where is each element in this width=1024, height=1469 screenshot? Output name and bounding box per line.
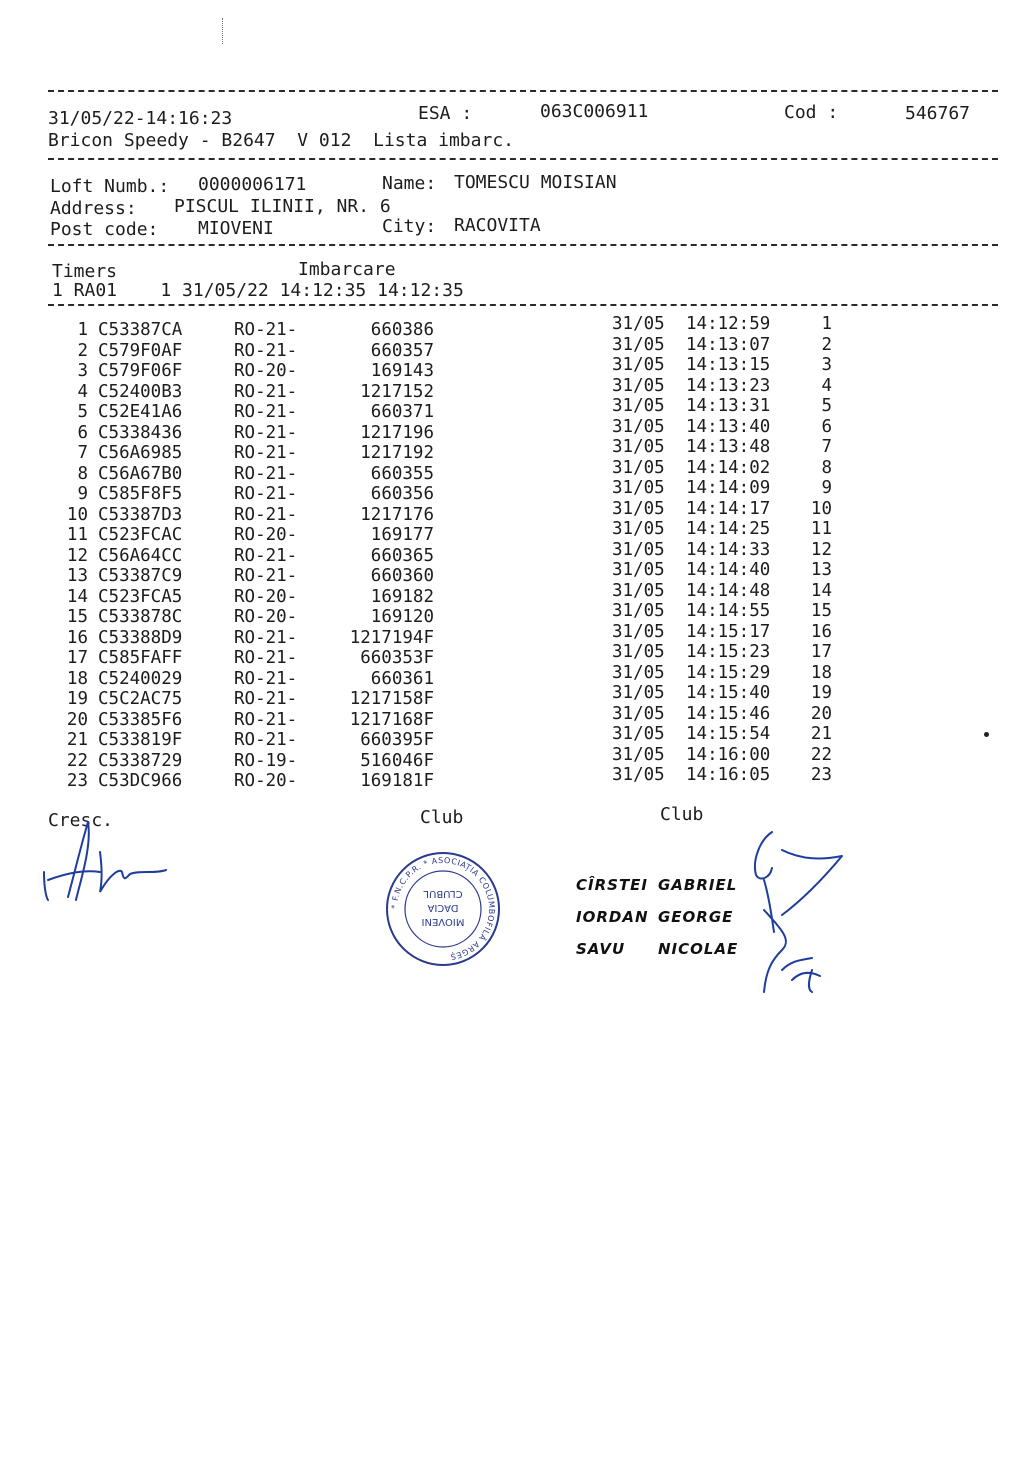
stamp-inner-3: MIOVENI (421, 916, 465, 927)
arrival-time: 14:14:55 (686, 601, 771, 621)
ring-series: RO-20- (234, 607, 298, 627)
arrival-time: 14:15:29 (686, 662, 771, 683)
commission-member (576, 908, 738, 940)
row-index: 6 (77, 422, 88, 443)
row-index: 16 (66, 627, 88, 648)
cresc-label: Cresc. (48, 810, 114, 831)
ring-series: RO-21- (234, 320, 298, 340)
arrival-date: 31/05 (612, 683, 665, 703)
ring-number: 660371 (370, 402, 434, 422)
arrival-date: 31/05 (612, 703, 665, 724)
arrival-position: 21 (810, 724, 832, 744)
ring-number: 1217194F (349, 627, 434, 648)
ring-number: 1217152 (360, 381, 434, 402)
arrival-date: 31/05 (612, 519, 665, 539)
arrival-position: 17 (810, 642, 832, 662)
ring-code: C533878C (98, 607, 183, 627)
arrival-position: 19 (810, 683, 832, 703)
imbarcare-label: Imbarcare (298, 259, 396, 280)
arrival-time: 14:15:54 (686, 724, 771, 744)
breeder-signature (40, 812, 180, 912)
ring-number: 1217168F (349, 709, 434, 730)
ring-code: C5338436 (98, 422, 183, 443)
member-last-name: GEORGE (658, 908, 734, 926)
member-first-name: IORDAN (576, 908, 649, 926)
arrival-date: 31/05 (612, 744, 665, 765)
club-stamp (384, 850, 502, 968)
row-index: 2 (77, 340, 88, 361)
ring-number: 660360 (370, 566, 434, 586)
commission-member (576, 876, 738, 908)
postcode-value: MIOVENI (198, 218, 274, 239)
arrival-position: 9 (821, 478, 832, 498)
member-first-name: SAVU (576, 940, 626, 958)
arrival-time: 14:13:23 (686, 375, 771, 396)
arrival-position: 2 (821, 334, 832, 355)
ring-number: 660356 (370, 484, 434, 504)
ring-code: C5338729 (98, 750, 183, 771)
arrival-position: 13 (810, 560, 832, 580)
member-last-name: GABRIEL (658, 876, 738, 894)
arrival-position: 20 (810, 703, 832, 724)
ring-code: C579F06F (98, 361, 183, 381)
ring-series: RO-19- (234, 750, 298, 771)
esa-label: ESA : (418, 103, 473, 124)
ring-code: C53387C9 (98, 566, 183, 586)
ring-series: RO-21- (234, 730, 298, 750)
row-index: 20 (66, 709, 88, 730)
name-label: Name: (382, 173, 437, 194)
ring-number: 169143 (370, 361, 434, 381)
name-value: TOMESCU MOISIAN (454, 172, 617, 193)
ring-number: 660395F (360, 730, 434, 750)
arrival-time: 14:14:25 (686, 519, 771, 539)
ring-series: RO-21- (234, 402, 298, 422)
stamp-inner-2: DACIA (427, 902, 459, 913)
ring-number: 516046F (360, 750, 434, 771)
row-index: 23 (66, 771, 88, 791)
arrival-position: 12 (810, 539, 832, 560)
ring-number: 660355 (370, 463, 434, 484)
arrival-time: 14:15:23 (686, 642, 771, 662)
ring-number: 660357 (370, 340, 434, 361)
ring-code: C52E41A6 (98, 402, 183, 422)
arrival-date: 31/05 (612, 478, 665, 498)
row-index: 1 (77, 320, 88, 340)
arrival-date: 31/05 (612, 662, 665, 683)
arrival-position: 18 (810, 662, 832, 683)
ring-series: RO-20- (234, 586, 298, 607)
arrival-position: 8 (821, 457, 832, 478)
row-index: 19 (66, 689, 88, 709)
arrival-time: 14:14:17 (686, 498, 771, 519)
ring-code: C53387CA (98, 320, 183, 340)
row-index: 8 (77, 463, 88, 484)
row-index: 7 (77, 443, 88, 463)
ring-code: C5240029 (98, 668, 183, 689)
ring-number: 660353F (360, 648, 434, 668)
scan-dot (984, 732, 989, 737)
arrival-date: 31/05 (612, 539, 665, 560)
separator-loft (48, 244, 998, 246)
ring-code: C585FAFF (98, 648, 183, 668)
separator-timers (48, 304, 998, 306)
arrival-date: 31/05 (612, 334, 665, 355)
cod-value: 546767 (905, 103, 971, 124)
ring-number: 169177 (370, 525, 434, 545)
arrival-time: 14:15:40 (686, 683, 771, 703)
address-value: PISCUL ILINII, NR. 6 (174, 196, 391, 217)
row-index: 13 (66, 566, 88, 586)
esa-value: 063C006911 (540, 101, 649, 122)
row-index: 14 (66, 586, 88, 607)
ring-series: RO-21- (234, 689, 298, 709)
arrival-date: 31/05 (612, 416, 665, 437)
row-index: 3 (77, 361, 88, 381)
arrival-date: 31/05 (612, 642, 665, 662)
header-datetime: 31/05/22-14:16:23 (48, 108, 233, 129)
separator-header (48, 158, 998, 160)
ring-code: C53387D3 (98, 504, 183, 525)
arrival-position: 16 (810, 621, 832, 642)
ring-series: RO-20- (234, 361, 298, 381)
club-label-left: Club (420, 807, 464, 828)
arrival-time: 14:13:31 (686, 396, 771, 416)
city-label: City: (382, 216, 437, 237)
arrival-position: 1 (821, 314, 832, 334)
ring-series: RO-21- (234, 381, 298, 402)
ring-number: 1217176 (360, 504, 434, 525)
ring-code: C523FCAC (98, 525, 183, 545)
arrival-date: 31/05 (612, 396, 665, 416)
arrival-position: 5 (821, 396, 832, 416)
arrival-time: 14:14:33 (686, 539, 771, 560)
commission-names (576, 876, 738, 972)
stamp-outer-text: * F.N.C.P.R. * ASOCIAȚIA COLUMBOFILĂ ARGEȘ (389, 855, 497, 962)
club-label-right: Club (660, 804, 704, 825)
ring-series: RO-21- (234, 340, 298, 361)
loft-label: Loft Numb.: (50, 176, 170, 197)
ring-code: C56A64CC (98, 545, 183, 566)
ring-code: C52400B3 (98, 381, 183, 402)
ring-code: C56A6985 (98, 443, 183, 463)
ring-number: 169120 (370, 607, 434, 627)
arrival-position: 6 (821, 416, 832, 437)
address-label: Address: (50, 198, 137, 219)
row-index: 11 (66, 525, 88, 545)
arrival-date: 31/05 (612, 457, 665, 478)
arrival-date: 31/05 (612, 355, 665, 375)
postcode-label: Post code: (50, 219, 159, 240)
ring-number: 1217196 (360, 422, 434, 443)
row-index: 15 (66, 607, 88, 627)
arrival-position: 7 (821, 437, 832, 457)
arrival-date: 31/05 (612, 375, 665, 396)
arrival-date: 31/05 (612, 621, 665, 642)
arrival-date: 31/05 (612, 724, 665, 744)
ring-code: C53388D9 (98, 627, 183, 648)
commission-signature (742, 820, 852, 1000)
row-index: 12 (66, 545, 88, 566)
ring-series: RO-21- (234, 443, 298, 463)
ring-series: RO-21- (234, 463, 298, 484)
arrival-time: 14:14:48 (686, 580, 771, 601)
ring-number: 660365 (370, 545, 434, 566)
row-index: 4 (77, 381, 88, 402)
arrival-date: 31/05 (612, 765, 665, 785)
arrival-position: 22 (810, 744, 832, 765)
row-index: 10 (66, 504, 88, 525)
ring-number: 660361 (370, 668, 434, 689)
ring-series: RO-21- (234, 545, 298, 566)
ring-code: C523FCA5 (98, 586, 183, 607)
ring-code: C585F8F5 (98, 484, 183, 504)
ring-series: RO-20- (234, 771, 298, 791)
arrival-position: 23 (810, 765, 832, 785)
row-index: 22 (66, 750, 88, 771)
ring-code: C5C2AC75 (98, 689, 183, 709)
row-index: 21 (66, 730, 88, 750)
arrival-time: 14:12:59 (686, 314, 771, 334)
member-last-name: NICOLAE (658, 940, 739, 958)
stamp-inner-1: CLUBUL (423, 888, 463, 899)
ring-code: C579F0AF (98, 340, 183, 361)
arrival-position: 3 (821, 355, 832, 375)
row-index: 17 (66, 648, 88, 668)
member-first-name: CÎRSTEI (576, 876, 649, 894)
arrival-date: 31/05 (612, 601, 665, 621)
arrival-position: 15 (810, 601, 832, 621)
ring-code: C53DC966 (98, 771, 183, 791)
row-index: 5 (77, 402, 88, 422)
ring-number: 1217192 (360, 443, 434, 463)
timer-line: 1 RA01 1 31/05/22 14:12:35 14:12:35 (52, 280, 464, 301)
arrival-date: 31/05 (612, 560, 665, 580)
ring-number: 1217158F (349, 689, 434, 709)
arrival-time: 14:13:15 (686, 355, 771, 375)
cod-label: Cod : (784, 102, 839, 123)
scan-mark (222, 18, 225, 44)
arrival-time: 14:14:09 (686, 478, 771, 498)
arrival-position: 14 (810, 580, 832, 601)
arrival-time: 14:13:48 (686, 437, 771, 457)
separator-top (48, 90, 998, 92)
arrival-time: 14:14:40 (686, 560, 771, 580)
arrival-position: 10 (810, 498, 832, 519)
arrival-time: 14:13:40 (686, 416, 771, 437)
arrival-position: 4 (821, 375, 832, 396)
ring-series: RO-21- (234, 484, 298, 504)
arrival-date: 31/05 (612, 437, 665, 457)
ring-number: 169182 (370, 586, 434, 607)
ring-series: RO-21- (234, 566, 298, 586)
city-value: RACOVITA (454, 215, 541, 236)
arrival-time: 14:15:46 (686, 703, 771, 724)
arrival-date: 31/05 (612, 498, 665, 519)
ring-series: RO-21- (234, 709, 298, 730)
ring-series: RO-21- (234, 422, 298, 443)
arrival-time: 14:16:05 (686, 765, 771, 785)
timers-label: Timers (52, 261, 118, 282)
arrival-time: 14:16:00 (686, 744, 771, 765)
ring-code: C56A67B0 (98, 463, 183, 484)
row-index: 9 (77, 484, 88, 504)
loft-value: 0000006171 (198, 174, 307, 195)
device-line: Bricon Speedy - B2647 V 012 Lista imbarc. (48, 130, 514, 151)
ring-series: RO-21- (234, 627, 298, 648)
arrival-date: 31/05 (612, 580, 665, 601)
arrival-time: 14:15:17 (686, 621, 771, 642)
ring-series: RO-21- (234, 504, 298, 525)
ring-code: C533819F (98, 730, 183, 750)
arrival-time: 14:14:02 (686, 457, 771, 478)
ring-number: 169181F (360, 771, 434, 791)
commission-member (576, 940, 738, 972)
arrival-date: 31/05 (612, 314, 665, 334)
ring-series: RO-20- (234, 525, 298, 545)
ring-series: RO-21- (234, 648, 298, 668)
row-index: 18 (66, 668, 88, 689)
ring-number: 660386 (370, 320, 434, 340)
arrival-time: 14:13:07 (686, 334, 771, 355)
arrival-position: 11 (810, 519, 832, 539)
ring-series: RO-21- (234, 668, 298, 689)
ring-code: C53385F6 (98, 709, 183, 730)
